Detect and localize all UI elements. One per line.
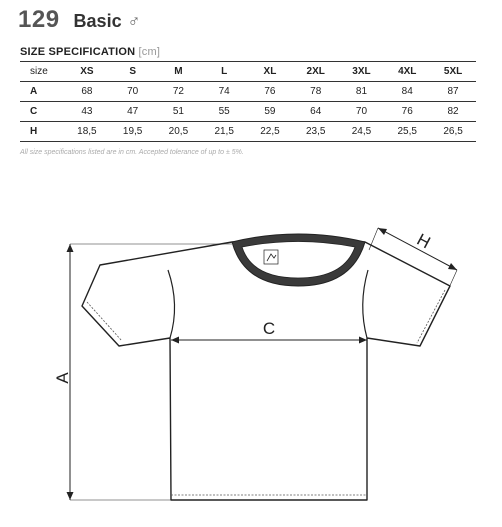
- neck-label: [264, 250, 278, 264]
- row-label: C: [20, 102, 64, 122]
- table-cell: 43: [64, 102, 110, 122]
- table-cell: 18,5: [64, 122, 110, 142]
- table-cell: 25,5: [384, 122, 430, 142]
- table-cell: 55: [201, 102, 247, 122]
- table-header-cell: XS: [64, 62, 110, 82]
- table-cell: 24,5: [339, 122, 385, 142]
- dimension-c-label: C: [262, 319, 276, 338]
- right-armhole: [363, 270, 368, 338]
- table-cell: 82: [430, 102, 476, 122]
- dimension-h-arrow-left: [378, 228, 387, 235]
- table-cell: 84: [384, 82, 430, 102]
- table-cell: 68: [64, 82, 110, 102]
- table-cell: 26,5: [430, 122, 476, 142]
- dimension-h-arrow-right: [448, 263, 457, 270]
- table-cell: 64: [293, 102, 339, 122]
- table-header-cell: 2XL: [293, 62, 339, 82]
- table-cell: 87: [430, 82, 476, 102]
- table-header-cell: size: [20, 62, 64, 82]
- tolerance-note: All size specifications listed are in cm. Accepted tolerance of up to ± 5%.: [20, 149, 244, 156]
- spec-unit: [cm]: [138, 46, 161, 58]
- table-cell: 70: [339, 102, 385, 122]
- table-header-cell: L: [201, 62, 247, 82]
- product-number: 129: [18, 6, 60, 33]
- dimension-a-arrow-top: [67, 244, 74, 252]
- table-header-cell: 5XL: [430, 62, 476, 82]
- spec-title-text: SIZE SPECIFICATION: [20, 46, 136, 58]
- product-name: Basic: [73, 11, 122, 31]
- dimension-c-arrow-left: [171, 337, 179, 344]
- table-cell: 22,5: [247, 122, 293, 142]
- dimension-a-arrow-bottom: [67, 492, 74, 500]
- table-header-cell: XL: [247, 62, 293, 82]
- left-armhole: [168, 270, 175, 338]
- table-cell: 76: [384, 102, 430, 122]
- right-sleeve-hem: [417, 290, 445, 343]
- table-header-cell: M: [156, 62, 202, 82]
- male-icon: ♂: [127, 12, 141, 31]
- table-cell: 23,5: [293, 122, 339, 142]
- table-header-cell: 4XL: [384, 62, 430, 82]
- table-cell: 76: [247, 82, 293, 102]
- dimension-a-label: A: [53, 372, 72, 384]
- dimension-h-extension-right: [448, 270, 457, 290]
- table-cell: 59: [247, 102, 293, 122]
- row-label: A: [20, 82, 64, 102]
- table-header-cell: 3XL: [339, 62, 385, 82]
- table-cell: 72: [156, 82, 202, 102]
- dimension-h-line: [378, 228, 457, 270]
- table-cell: 19,5: [110, 122, 156, 142]
- table-cell: 51: [156, 102, 202, 122]
- dimension-h-label: H: [413, 229, 434, 253]
- table-cell: 47: [110, 102, 156, 122]
- table-cell: 81: [339, 82, 385, 102]
- table-cell: 70: [110, 82, 156, 102]
- table-cell: 74: [201, 82, 247, 102]
- dimension-c-arrow-right: [359, 337, 367, 344]
- table-header-cell: S: [110, 62, 156, 82]
- table-cell: 78: [293, 82, 339, 102]
- row-label: H: [20, 122, 64, 142]
- table-cell: 20,5: [156, 122, 202, 142]
- left-sleeve-hem: [87, 302, 122, 341]
- table-cell: 21,5: [201, 122, 247, 142]
